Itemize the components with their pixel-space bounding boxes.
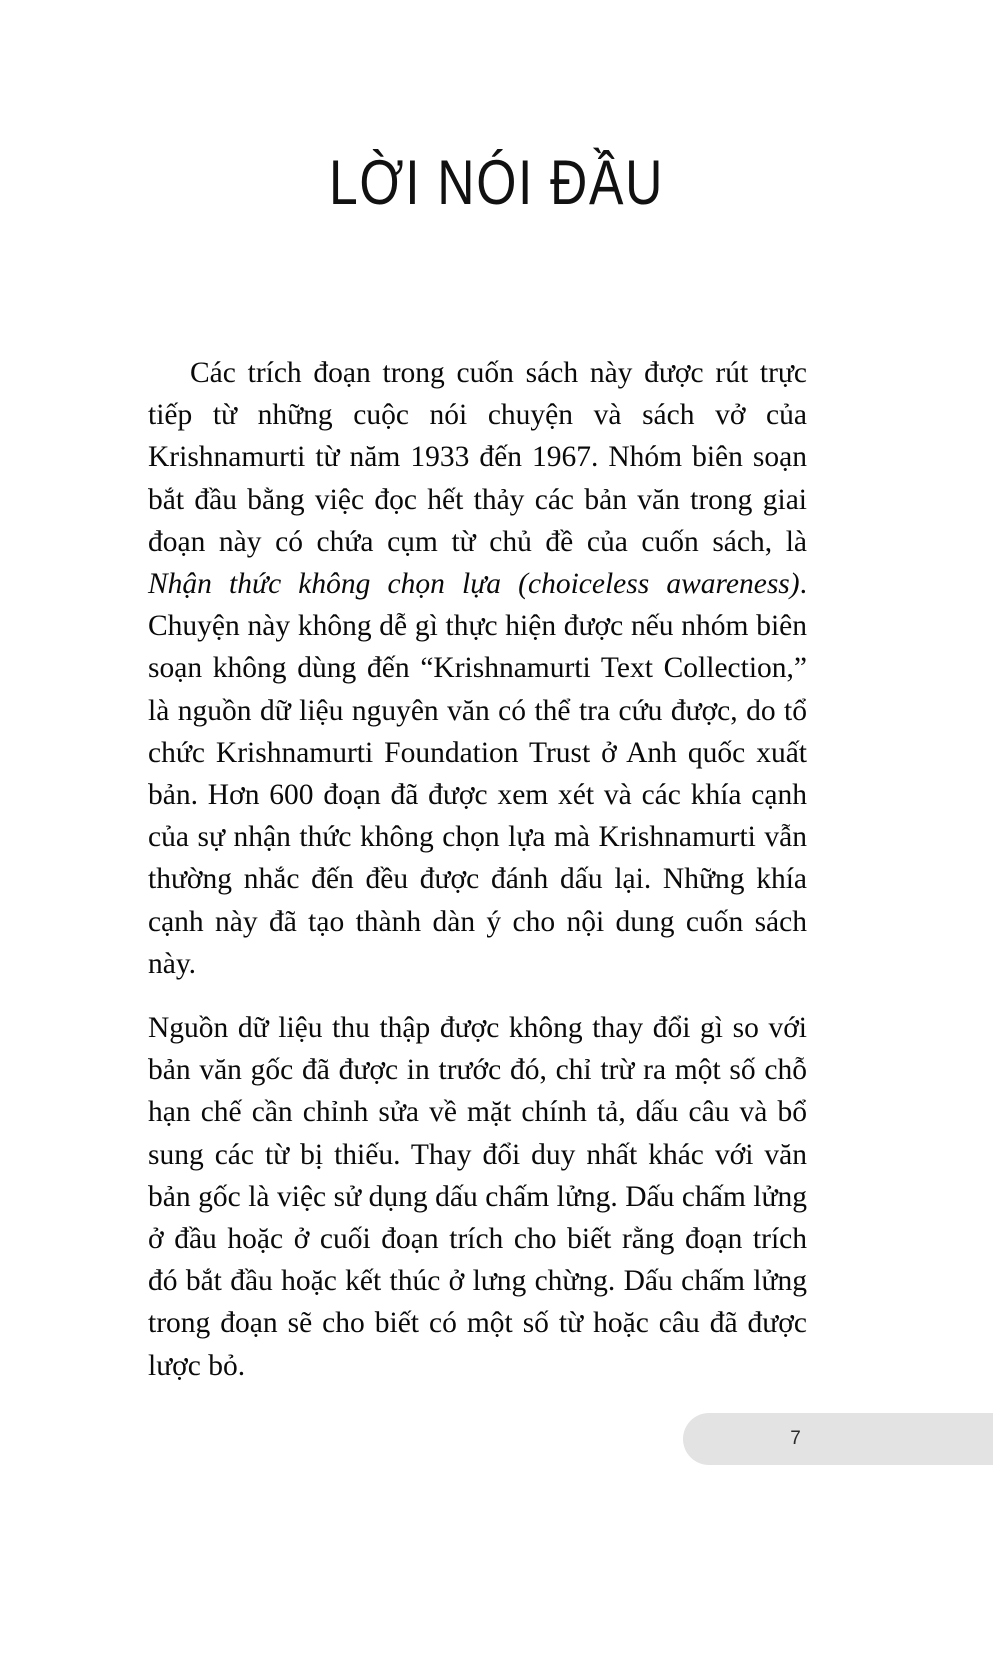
text-run: Nguồn dữ liệu thu thập được không thay đổi gì so với bản văn gốc đã được in trước đó, chỉ trừ ra một số chỗ hạn chế cần chỉnh sửa về mặt chính tả, dấu câu và bổ sung các từ bị thiếu. Thay đổi duy nhất khác với văn bản gốc là việc sử dụng dấu chấm lửng. Dấu chấm lửng ở đầu hoặc ở cuối đoạn trích cho biết rằng đoạn trích đó bắt đầu hoặc kết thúc ở lưng chừng. Dấu chấm lửng trong đoạn sẽ cho biết có một số từ hoặc câu đã được lược bỏ. bbox=[148, 1012, 807, 1382]
paragraph bbox=[148, 1007, 807, 1387]
text-run: Các trích đoạn trong cuốn sách này được rút trực tiếp từ những cuộc nói chuyện và sách vở của Krishnamurti từ năm 1933 đến 1967. Nhóm biên soạn bắt đầu bằng việc đọc hết thảy các bản văn trong giai đoạn này có chứa cụm từ chủ đề của cuốn sách, là bbox=[148, 357, 807, 558]
paragraph bbox=[148, 352, 807, 985]
text-run: . Chuyện này không dễ gì thực hiện được nếu nhóm biên soạn không dùng đến “Krishnamurti Text Collection,” là nguồn dữ liệu nguyên văn có thể tra cứu được, do tổ chức Krishnamurti Foundation Trust ở Anh quốc xuất bản. Hơn 600 đoạn đã được xem xét và các khía cạnh của sự nhận thức không chọn lựa mà Krishnamurti vẫn thường nhắc đến đều được đánh dấu lại. Những khía cạnh này đã tạo thành dàn ý cho nội dung cuốn sách này. bbox=[148, 568, 807, 980]
page-number: 7 bbox=[790, 1428, 801, 1449]
page-title: LỜI NÓI ĐẦU bbox=[328, 148, 665, 218]
body-text-column bbox=[148, 352, 807, 1387]
text-run-italic: Nhận thức không chọn lựa (choiceless awareness) bbox=[148, 568, 800, 601]
